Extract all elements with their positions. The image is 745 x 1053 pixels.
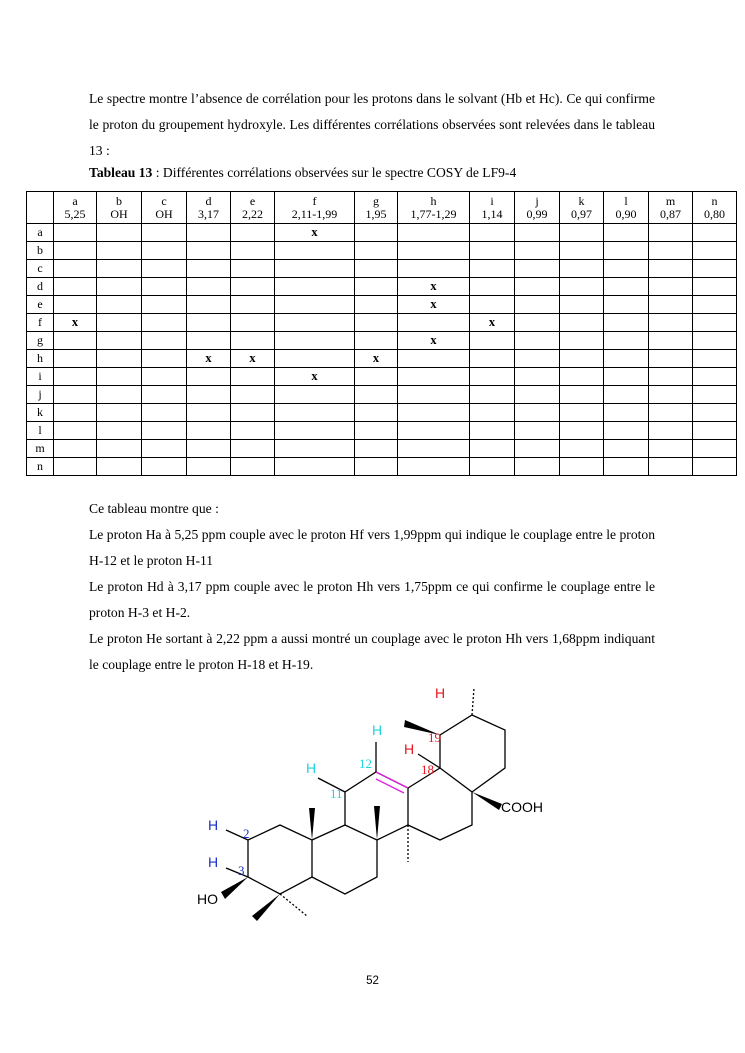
table-cell (649, 458, 693, 476)
table-cell (515, 368, 560, 386)
table-cell (398, 386, 470, 404)
column-shift: 0,99 (526, 206, 548, 221)
column-letter: d (205, 193, 212, 208)
table-cell (275, 260, 355, 278)
column-letter: m (665, 193, 676, 208)
table-cell (560, 296, 604, 314)
table-cell (142, 242, 187, 260)
table-cell (560, 404, 604, 422)
table-cell (398, 440, 470, 458)
table-cell (649, 440, 693, 458)
table-cell (693, 332, 737, 350)
table-cell (231, 242, 275, 260)
column-header-a (54, 192, 97, 224)
label-cooh: COOH (501, 799, 543, 815)
table-cell (54, 422, 97, 440)
column-shift: 1,14 (481, 206, 503, 221)
table-row (27, 296, 737, 314)
label-n12: 12 (359, 756, 372, 771)
table-cell (231, 386, 275, 404)
column-header-e (231, 192, 275, 224)
column-letter: b (116, 193, 122, 208)
table-cell (97, 332, 142, 350)
table-cell (515, 314, 560, 332)
table-cell (142, 350, 187, 368)
table-cell (560, 368, 604, 386)
column-letter: e (249, 193, 256, 208)
table-cell (649, 404, 693, 422)
table-row (27, 314, 737, 332)
correlation-mark: x (54, 314, 97, 332)
table-cell (231, 458, 275, 476)
table-cell (187, 422, 231, 440)
column-header-h (398, 192, 470, 224)
table-cell (515, 440, 560, 458)
table-cell (515, 224, 560, 242)
table-cell (142, 386, 187, 404)
table-cell (604, 386, 649, 404)
column-header-g (355, 192, 398, 224)
table-cell (560, 350, 604, 368)
table-cell (355, 278, 398, 296)
table-cell (604, 242, 649, 260)
table-cell (470, 296, 515, 314)
table-cell (470, 332, 515, 350)
conclusion-line-2: Le proton Hd à 3,17 ppm couple avec le proton Hh vers 1,75ppm ce qui confirme le couplage entre le proton H-3 et H-2. (89, 579, 655, 620)
table-cell (515, 404, 560, 422)
label-n11: 11 (330, 786, 343, 801)
correlation-mark: x (275, 368, 355, 386)
table-cell (275, 458, 355, 476)
table-cell (231, 278, 275, 296)
table-cell (604, 422, 649, 440)
table-cell (604, 368, 649, 386)
table-row (27, 224, 737, 242)
table-cell (515, 422, 560, 440)
table-cell (355, 422, 398, 440)
table-cell (693, 422, 737, 440)
label-n2: 2 (243, 826, 250, 841)
table-cell (142, 278, 187, 296)
correlation-mark: x (398, 296, 470, 314)
table-cell (142, 314, 187, 332)
column-shift: 3,17 (198, 206, 219, 221)
table-cell (604, 224, 649, 242)
table-cell (97, 296, 142, 314)
table-cell (275, 386, 355, 404)
correlation-mark: x (355, 350, 398, 368)
table-row (27, 386, 737, 404)
skeleton-bonds (226, 688, 505, 916)
table-cell (649, 278, 693, 296)
table-row (27, 242, 737, 260)
table-row (27, 368, 737, 386)
table-cell (97, 386, 142, 404)
table-cell (187, 404, 231, 422)
table-cell (604, 314, 649, 332)
table-cell (231, 422, 275, 440)
table-cell (560, 332, 604, 350)
table-cell (604, 404, 649, 422)
table-caption (89, 163, 516, 183)
table-cell (470, 368, 515, 386)
table-cell (54, 386, 97, 404)
table-cell (693, 296, 737, 314)
row-label: j (27, 386, 54, 404)
table-cell (515, 260, 560, 278)
table-cell (515, 458, 560, 476)
row-label: i (27, 368, 54, 386)
correlation-mark: x (470, 314, 515, 332)
table-cell (97, 278, 142, 296)
table-cell (187, 368, 231, 386)
table-cell (649, 224, 693, 242)
table-cell (604, 278, 649, 296)
column-shift: 2,22 (242, 206, 263, 221)
row-label: k (27, 404, 54, 422)
table-cell (515, 350, 560, 368)
table-cell (97, 224, 142, 242)
table-cell (649, 332, 693, 350)
table-cell (693, 314, 737, 332)
correlation-mark: x (398, 278, 470, 296)
table-cell (97, 422, 142, 440)
intro-paragraph: Le spectre montre l’absence de corrélation pour les protons dans le solvant (Hb et Hc). Ce qui confirme le proton du groupement hydroxyle. Les différentes corrélations observées sont relevées dans le tableau 13 : (89, 91, 655, 158)
table-cell (693, 224, 737, 242)
row-label: n (27, 458, 54, 476)
table-cell (355, 224, 398, 242)
column-shift: OH (155, 206, 173, 221)
column-shift: 2,11-1,99 (291, 206, 338, 221)
label-h2: H (208, 817, 219, 833)
table-cell (187, 314, 231, 332)
row-label: c (27, 260, 54, 278)
table-cell (515, 242, 560, 260)
table-cell (97, 242, 142, 260)
table-cell (604, 440, 649, 458)
label-h3: H (208, 854, 219, 870)
row-label: m (27, 440, 54, 458)
table-cell (693, 242, 737, 260)
table-cell (515, 296, 560, 314)
table-cell (693, 404, 737, 422)
row-label: e (27, 296, 54, 314)
table-cell (142, 368, 187, 386)
table-cell (355, 242, 398, 260)
column-header-b (97, 192, 142, 224)
table-cell (187, 332, 231, 350)
table-row (27, 332, 737, 350)
table-cell (187, 386, 231, 404)
table-row (27, 422, 737, 440)
table-cell (560, 260, 604, 278)
table-cell (54, 296, 97, 314)
column-shift: 1,95 (365, 206, 387, 221)
cosy-correlation-table (26, 191, 737, 476)
table-cell (515, 386, 560, 404)
column-shift: 5,25 (64, 206, 86, 221)
table-row (27, 404, 737, 422)
table-cell (693, 368, 737, 386)
table-cell (398, 260, 470, 278)
table-cell (355, 314, 398, 332)
label-h18: H (404, 741, 415, 757)
column-header-j (515, 192, 560, 224)
table-cell (142, 332, 187, 350)
table-corner-cell (27, 192, 54, 224)
table-cell (470, 404, 515, 422)
table-cell (398, 404, 470, 422)
table-cell (470, 440, 515, 458)
table-cell (97, 314, 142, 332)
table-cell (275, 278, 355, 296)
table-cell (649, 242, 693, 260)
table-cell (649, 350, 693, 368)
column-letter: f (312, 193, 317, 208)
table-cell (604, 296, 649, 314)
table-cell (97, 260, 142, 278)
table-cell (54, 350, 97, 368)
table-cell (560, 422, 604, 440)
table-cell (693, 278, 737, 296)
table-cell (604, 350, 649, 368)
table-cell (54, 260, 97, 278)
table-cell (97, 440, 142, 458)
table-cell (515, 278, 560, 296)
table-cell (355, 458, 398, 476)
column-letter: n (711, 193, 718, 208)
table-cell (54, 404, 97, 422)
row-label: g (27, 332, 54, 350)
table-cell (97, 350, 142, 368)
table-cell (470, 224, 515, 242)
conclusion-block (89, 496, 655, 678)
table-cell (97, 368, 142, 386)
table-cell (231, 224, 275, 242)
table-cell (275, 296, 355, 314)
table-cell (231, 404, 275, 422)
table-cell (187, 224, 231, 242)
column-letter: g (373, 193, 379, 208)
table-cell (355, 296, 398, 314)
column-letter: k (578, 193, 585, 208)
table-row (27, 278, 737, 296)
label-h11: H (306, 760, 317, 776)
table-cell (54, 332, 97, 350)
conclusion-intro: Ce tableau montre que : (89, 501, 219, 516)
table-cell (470, 422, 515, 440)
table-cell (275, 332, 355, 350)
label-h12: H (372, 722, 383, 738)
column-shift: 0,90 (615, 206, 637, 221)
row-label: f (27, 314, 54, 332)
column-letter: h (430, 193, 437, 208)
table-cell (470, 386, 515, 404)
label-hydroxyl: HO (197, 891, 218, 907)
table-cell (275, 242, 355, 260)
triterpene-structure-diagram (190, 680, 570, 940)
correlation-mark: x (398, 332, 470, 350)
table-caption-label: Tableau 13 (89, 165, 153, 180)
table-cell (54, 224, 97, 242)
table-cell (693, 458, 737, 476)
table-row (27, 350, 737, 368)
table-cell (54, 458, 97, 476)
column-header-i (470, 192, 515, 224)
table-cell (398, 422, 470, 440)
column-header-c (142, 192, 187, 224)
table-cell (649, 314, 693, 332)
label-n3: 3 (238, 863, 245, 878)
table-cell (54, 368, 97, 386)
table-cell (142, 458, 187, 476)
table-cell (142, 440, 187, 458)
table-cell (275, 350, 355, 368)
table-cell (398, 242, 470, 260)
column-letter: c (161, 193, 167, 208)
conclusion-line-3: Le proton He sortant à 2,22 ppm a aussi montré un couplage avec le proton Hh vers 1,68ppm indiquant le couplage entre le proton H-18 et H-19. (89, 631, 655, 672)
table-cell (470, 350, 515, 368)
table-cell (470, 260, 515, 278)
column-letter: j (535, 193, 539, 208)
table-cell (231, 314, 275, 332)
table-cell (187, 440, 231, 458)
table-cell (560, 242, 604, 260)
table-cell (187, 458, 231, 476)
conclusion-line-1: Le proton Ha à 5,25 ppm couple avec le proton Hf vers 1,99ppm qui indique le couplage entre le proton H-12 et le proton H-11 (89, 527, 655, 568)
table-cell (97, 458, 142, 476)
table-cell (560, 278, 604, 296)
column-letter: l (624, 193, 628, 208)
table-cell (649, 422, 693, 440)
table-row (27, 260, 737, 278)
table-cell (355, 368, 398, 386)
table-cell (355, 404, 398, 422)
row-label: d (27, 278, 54, 296)
table-cell (398, 458, 470, 476)
table-cell (54, 278, 97, 296)
table-cell (187, 278, 231, 296)
row-label: b (27, 242, 54, 260)
label-n18: 18 (421, 762, 434, 777)
wedge-bonds (221, 720, 502, 921)
table-cell (142, 260, 187, 278)
table-cell (275, 440, 355, 458)
table-cell (275, 314, 355, 332)
correlation-mark: x (231, 350, 275, 368)
table-cell (142, 404, 187, 422)
table-cell (398, 314, 470, 332)
table-cell (398, 224, 470, 242)
table-cell (470, 242, 515, 260)
table-cell (97, 404, 142, 422)
column-header-d (187, 192, 231, 224)
table-cell (560, 386, 604, 404)
table-row (27, 458, 737, 476)
table-cell (355, 332, 398, 350)
correlation-mark: x (275, 224, 355, 242)
correlation-mark: x (187, 350, 231, 368)
table-cell (231, 368, 275, 386)
column-header-f (275, 192, 355, 224)
table-cell (560, 224, 604, 242)
page-number: 52 (366, 975, 379, 987)
label-n19: 19 (428, 730, 441, 745)
table-body (27, 224, 737, 476)
table-cell (560, 458, 604, 476)
column-shift: 0,87 (660, 206, 681, 221)
table-cell (649, 368, 693, 386)
table-cell (142, 422, 187, 440)
column-shift: 1,77-1,29 (410, 206, 457, 221)
table-caption-text: : Différentes corrélations observées sur le spectre COSY de LF9-4 (152, 165, 517, 180)
row-label: a (27, 224, 54, 242)
table-cell (604, 332, 649, 350)
table-cell (54, 440, 97, 458)
column-letter: i (490, 193, 494, 208)
table-cell (142, 224, 187, 242)
row-label: l (27, 422, 54, 440)
table-cell (693, 440, 737, 458)
table-cell (275, 404, 355, 422)
table-cell (355, 260, 398, 278)
label-h19: H (435, 685, 446, 701)
column-shift: OH (110, 206, 128, 221)
table-cell (470, 458, 515, 476)
table-cell (649, 296, 693, 314)
table-cell (604, 260, 649, 278)
table-cell (355, 386, 398, 404)
table-row (27, 440, 737, 458)
table-cell (231, 260, 275, 278)
table-cell (560, 440, 604, 458)
column-header-n (693, 192, 737, 224)
column-shift: 0,80 (704, 206, 725, 221)
table-cell (693, 350, 737, 368)
table-cell (231, 332, 275, 350)
table-cell (604, 458, 649, 476)
table-cell (649, 386, 693, 404)
table-cell (275, 422, 355, 440)
table-cell (398, 368, 470, 386)
table-cell (187, 296, 231, 314)
table-cell (649, 260, 693, 278)
column-header-m (649, 192, 693, 224)
table-cell (470, 278, 515, 296)
table-cell (142, 296, 187, 314)
column-header-k (560, 192, 604, 224)
column-shift: 0,97 (571, 206, 592, 221)
table-cell (693, 386, 737, 404)
table-cell (398, 350, 470, 368)
table-cell (187, 260, 231, 278)
table-cell (355, 440, 398, 458)
table-header-row (27, 192, 737, 224)
table-cell (187, 242, 231, 260)
column-header-l (604, 192, 649, 224)
column-letter: a (72, 193, 78, 208)
table-cell (515, 332, 560, 350)
table-cell (54, 242, 97, 260)
table-cell (693, 260, 737, 278)
table-cell (231, 296, 275, 314)
row-label: h (27, 350, 54, 368)
table-cell (560, 314, 604, 332)
table-cell (231, 440, 275, 458)
